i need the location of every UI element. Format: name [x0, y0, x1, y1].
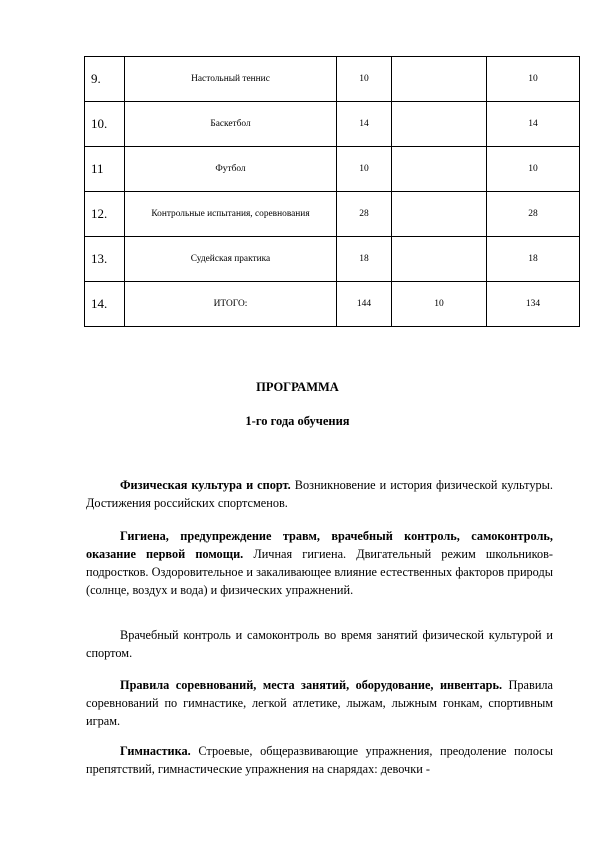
- row-theory-hours: 10: [392, 282, 487, 327]
- paragraph-physical-culture: [86, 476, 553, 512]
- row-theory-hours: [392, 57, 487, 102]
- table-row: [85, 147, 580, 192]
- row-number: 9.: [85, 57, 125, 102]
- paragraph-text: Строевые, общеразвивающие упражнения, преодоление полосы препятствий, гимнастические упражнения на снарядах: девочки -: [86, 744, 553, 776]
- row-practice-hours: 10: [487, 57, 580, 102]
- row-number: 10.: [85, 102, 125, 147]
- row-total-hours: 18: [337, 237, 392, 282]
- row-total-hours: 10: [337, 147, 392, 192]
- table-row: [85, 192, 580, 237]
- paragraph-heading: Физическая культура и спорт.: [120, 478, 291, 492]
- row-total-hours: 28: [337, 192, 392, 237]
- paragraph-competition-rules: [86, 676, 553, 730]
- row-practice-hours: 14: [487, 102, 580, 147]
- paragraph-text: Возникновение и история физической культуры. Достижения российских спортсменов.: [86, 478, 553, 510]
- paragraph-text: Правила соревнований по гимнастике, легкой атлетике, лыжам, лыжным гонкам, спортивным играм.: [86, 678, 553, 728]
- row-topic: Судейская практика: [125, 237, 337, 282]
- row-number: 13.: [85, 237, 125, 282]
- table-row: [85, 57, 580, 102]
- row-theory-hours: [392, 102, 487, 147]
- table-row: [85, 237, 580, 282]
- row-practice-hours: 28: [487, 192, 580, 237]
- paragraph-medical-control: [86, 626, 553, 662]
- paragraph-text: Врачебный контроль и самоконтроль во время занятий физической культурой и спортом.: [86, 628, 553, 660]
- row-total-hours: 144: [337, 282, 392, 327]
- row-topic: Контрольные испытания, соревнования: [125, 192, 337, 237]
- paragraph-heading: Правила соревнований, места занятий, оборудование, инвентарь.: [120, 678, 503, 692]
- paragraph-text: Личная гигиена. Двигательный режим школьников-подростков. Оздоровительное и закаливающее влияние естественных факторов природы (солнце, воздух и вода) и физических упражнений.: [86, 547, 553, 597]
- row-topic: ИТОГО:: [125, 282, 337, 327]
- row-practice-hours: 134: [487, 282, 580, 327]
- paragraph-hygiene: [86, 527, 553, 599]
- row-topic: Настольный теннис: [125, 57, 337, 102]
- table-row: [85, 102, 580, 147]
- row-number: 11: [85, 147, 125, 192]
- table-row-total: [85, 282, 580, 327]
- row-topic: Баскетбол: [125, 102, 337, 147]
- row-practice-hours: 10: [487, 147, 580, 192]
- row-theory-hours: [392, 237, 487, 282]
- row-practice-hours: 18: [487, 237, 580, 282]
- row-theory-hours: [392, 192, 487, 237]
- row-total-hours: 10: [337, 57, 392, 102]
- program-subtitle: 1-го года обучения: [245, 414, 350, 428]
- paragraph-gymnastics: [86, 742, 553, 778]
- row-theory-hours: [392, 147, 487, 192]
- program-title: ПРОГРАММА: [256, 380, 339, 394]
- row-number: 14.: [85, 282, 125, 327]
- row-number: 12.: [85, 192, 125, 237]
- paragraph-heading: Гигиена, предупреждение травм, врачебный контроль, самоконтроль, оказание первой помощи.: [86, 529, 553, 561]
- row-topic: Футбол: [125, 147, 337, 192]
- sports-hours-table: [84, 56, 580, 327]
- paragraph-heading: Гимнастика.: [120, 744, 191, 758]
- row-total-hours: 14: [337, 102, 392, 147]
